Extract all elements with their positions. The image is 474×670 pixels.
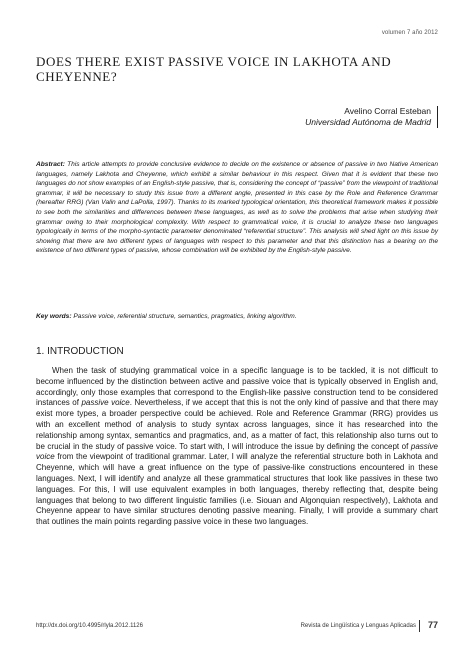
article-title: DOES THERE EXIST PASSIVE VOICE IN LAKHOTA AND CHEYENNE? [36,54,392,84]
abstract-text: This article attempts to provide conclusive evidence to decide on the existence or absence of passive in two Native American languages, namely Lakhota and Cheyenne, which exhibit a similar behaviour in this respect. Given that it is evident that these two languages do not show examples of an English-style passive, that is, considering the concept of “passive” from the viewpoint of traditional grammar, it will be necessary to study this issue from a different angle, presented in this case by the Role and Reference Grammar (hereafter RRG) (Van Valin and LaPolla, 1997). Thanks to its marked typological orientation, this theoretical framework makes it possible to see both the similarities and differences between these languages, as well as to solve the problems that arise when studying their grammar owing to their morphological complexity. With respect to grammatical voice, it is crucial to analyze these two languages typologically in terms of the morpho-syntactic parameter denominated “referential structure”. This analysis will shed light on this issue by showing that there are two different types of languages with respect to this parameter and that this distinction has a bearing on the existence of two different types of passive, whose combination will be exhibited by the English-style passive. [36,161,438,255]
keywords-text: Passive voice, referential structure, semantics, pragmatics, linking algorithm. [71,313,297,320]
author-affiliation: Universidad Autónoma de Madrid [305,117,431,127]
author-name: Avelino Corral Esteban [344,106,431,116]
body-text-part-3: from the viewpoint of traditional grammar. Later, I will analyze the referential structure both in Lakhota and Cheyenne, which will have a great influence on the type of passive-like constructions encountered in these languages. Next, I will identify and analyze all these grammatical structures that look like passives in these two languages. For this, I will use equivalent examples in both languages, thereby reflecting that, despite being languages that belong to two different linguistic families (i.e. Siouan and Algonquian respectively), Lakhota and Cheyenne appear to have similar structures denoting passive meaning. Finally, I will provide a summary chart that outlines the main points regarding passive voice in these two languages. [36,452,438,527]
body-paragraph [36,366,438,528]
doi-link[interactable]: http://dx.doi.org/10.4995/rlyla.2012.1126 [36,623,143,629]
abstract-label: Abstract: [36,161,65,168]
section-heading: 1. INTRODUCTION [36,346,124,357]
page-footer [36,620,438,634]
abstract [36,160,438,256]
author-block [171,106,438,128]
page-number: 77 [427,620,438,630]
body-text-part-1: When the task of studying grammatical voice in a specific language is to be tackled, it is not difficult to become influenced by the distinction between active and passive voice that is typically observed in English and, accordingly, only those examples that correspond to the English-like passive construction tend to be considered instances of [36,366,438,408]
body-emphasis-2: passive voice [36,441,438,462]
volume-header: volumen 7 año 2012 [381,30,438,36]
footer-divider [419,620,420,632]
body-emphasis-1: passive voice [81,398,130,408]
body-text-part-2: . Nevertheless, if we accept that this is not the only kind of passive and that there may exist more types, a broader perspective could be achieved. Role and Reference Grammar (RRG) provides us with an excellent method of analysis to study syntax across languages, since it has researched into the relationship among syntax, semantics and pragmatics, and, as a matter of fact, this relationship also turns out to be crucial in the study of passive voice. To start with, I will introduce the issue by defining the concept of [36,398,438,451]
journal-name: Revista de Lingüística y Lenguas Aplicadas [300,623,416,629]
keywords [36,312,438,321]
keywords-label: Key words: [36,313,72,320]
